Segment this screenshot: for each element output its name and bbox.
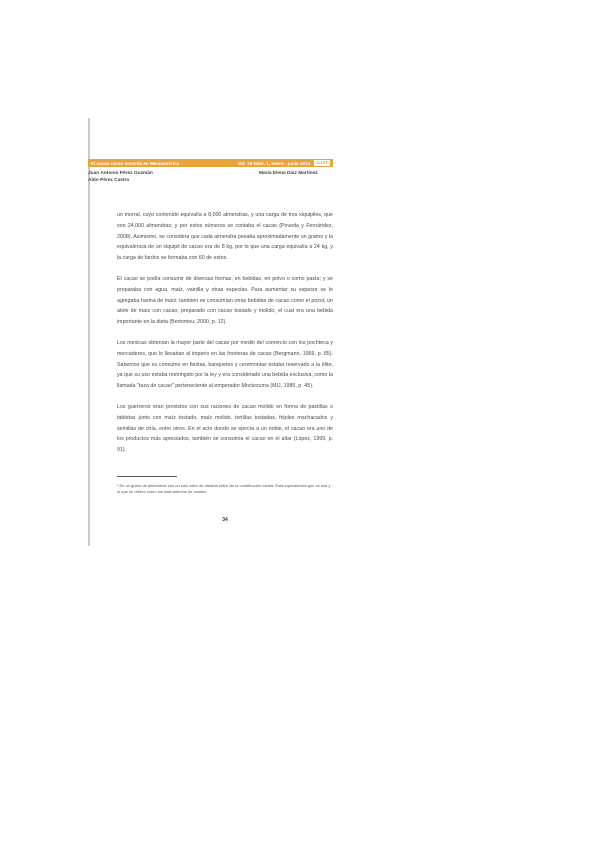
author-block-left xyxy=(88,171,153,184)
running-header-right xyxy=(238,160,330,166)
running-header xyxy=(88,159,333,167)
author-line-1: Juan Antonio Pérez Guzmán xyxy=(88,171,153,176)
author-block-right xyxy=(259,171,318,178)
footnote: ¹ En un grano de almendras con un solo valor de medida entre las la contribución media. Esta equivalencia que se usa y lo que se refiere como los instrumentos de cambio. xyxy=(117,483,331,494)
paragraph: El cacao se podía consumir de diversas formas, en bebidas, en polvo o como pasta; y se preparaba con agua, maíz, vainilla y otras especias. Para aumentar su espesor se le agregaba harina de maíz; también se consumían otras bebidas de cacao como el pozol, un atole de maíz con cacao, preparado con cacao tostado y molido, el cual era una bebida importante en la dieta (Bertomeu, 2000, p. 12). xyxy=(117,275,333,326)
page-number: 34 xyxy=(222,517,228,523)
paragraph: un morral, cuyo contenido equivalía a 8,000 almendras, y una carga de tres xiquipiles, que son 24,000 almendras; y por estos números se contaba el cacao (Poveda y Fernández, 2008). Asimismo, se considera que cada almendra pesaba aproximadamente un gramo y la equivalencia de un xiquipil de cacao era de 8 kg, por lo que una carga equivalía a 24 kg, y la carga de fardos se formaba con 60 de estos. xyxy=(117,212,333,262)
author-line-2: Aldo Pérez Castro xyxy=(88,177,130,183)
running-header-title: El cacao como moneda en Mesoamérica xyxy=(91,160,180,166)
body-text xyxy=(117,210,333,466)
author-line-right: María Elena Díaz Martínez xyxy=(259,171,318,176)
running-header-volume: Vol. 15 Núm. 1, enero - junio 2014 xyxy=(237,160,311,166)
footnote-divider xyxy=(117,476,177,477)
paragraph: Los mexicas obtenían la mayor parte del cacao por medio del comercio con los pochteca y mercaderes, que lo llevaban al imperio en las fronteras de cacao (Bergmann, 1969, p. 85). Sabemos que su consumo en fiestas, banquetes y ceremonias estaba reservado a la élite, ya que su uso estaba restringido por la ley y era considerado una bebida exclusiva, como la llamada "taza de cacao" perteneciente al emperador Moctezuma (MIJ, 1985, p. 45). xyxy=(117,339,333,390)
journal-logo: UJAT xyxy=(316,160,328,165)
paragraph: Los guerreros eran provistos con sus raciones de cacao molido en forma de pastillas o tabletas junto con maíz tostado, maíz molido, tortillas tostadas, frijoles machacados y semillas de chía, entre otros. En el acto donde se ejercía a un noble, el cacao era uno de los productos más apreciados, también se consumía el cacao en el altar (López, 1999, p. 91). xyxy=(117,403,333,454)
